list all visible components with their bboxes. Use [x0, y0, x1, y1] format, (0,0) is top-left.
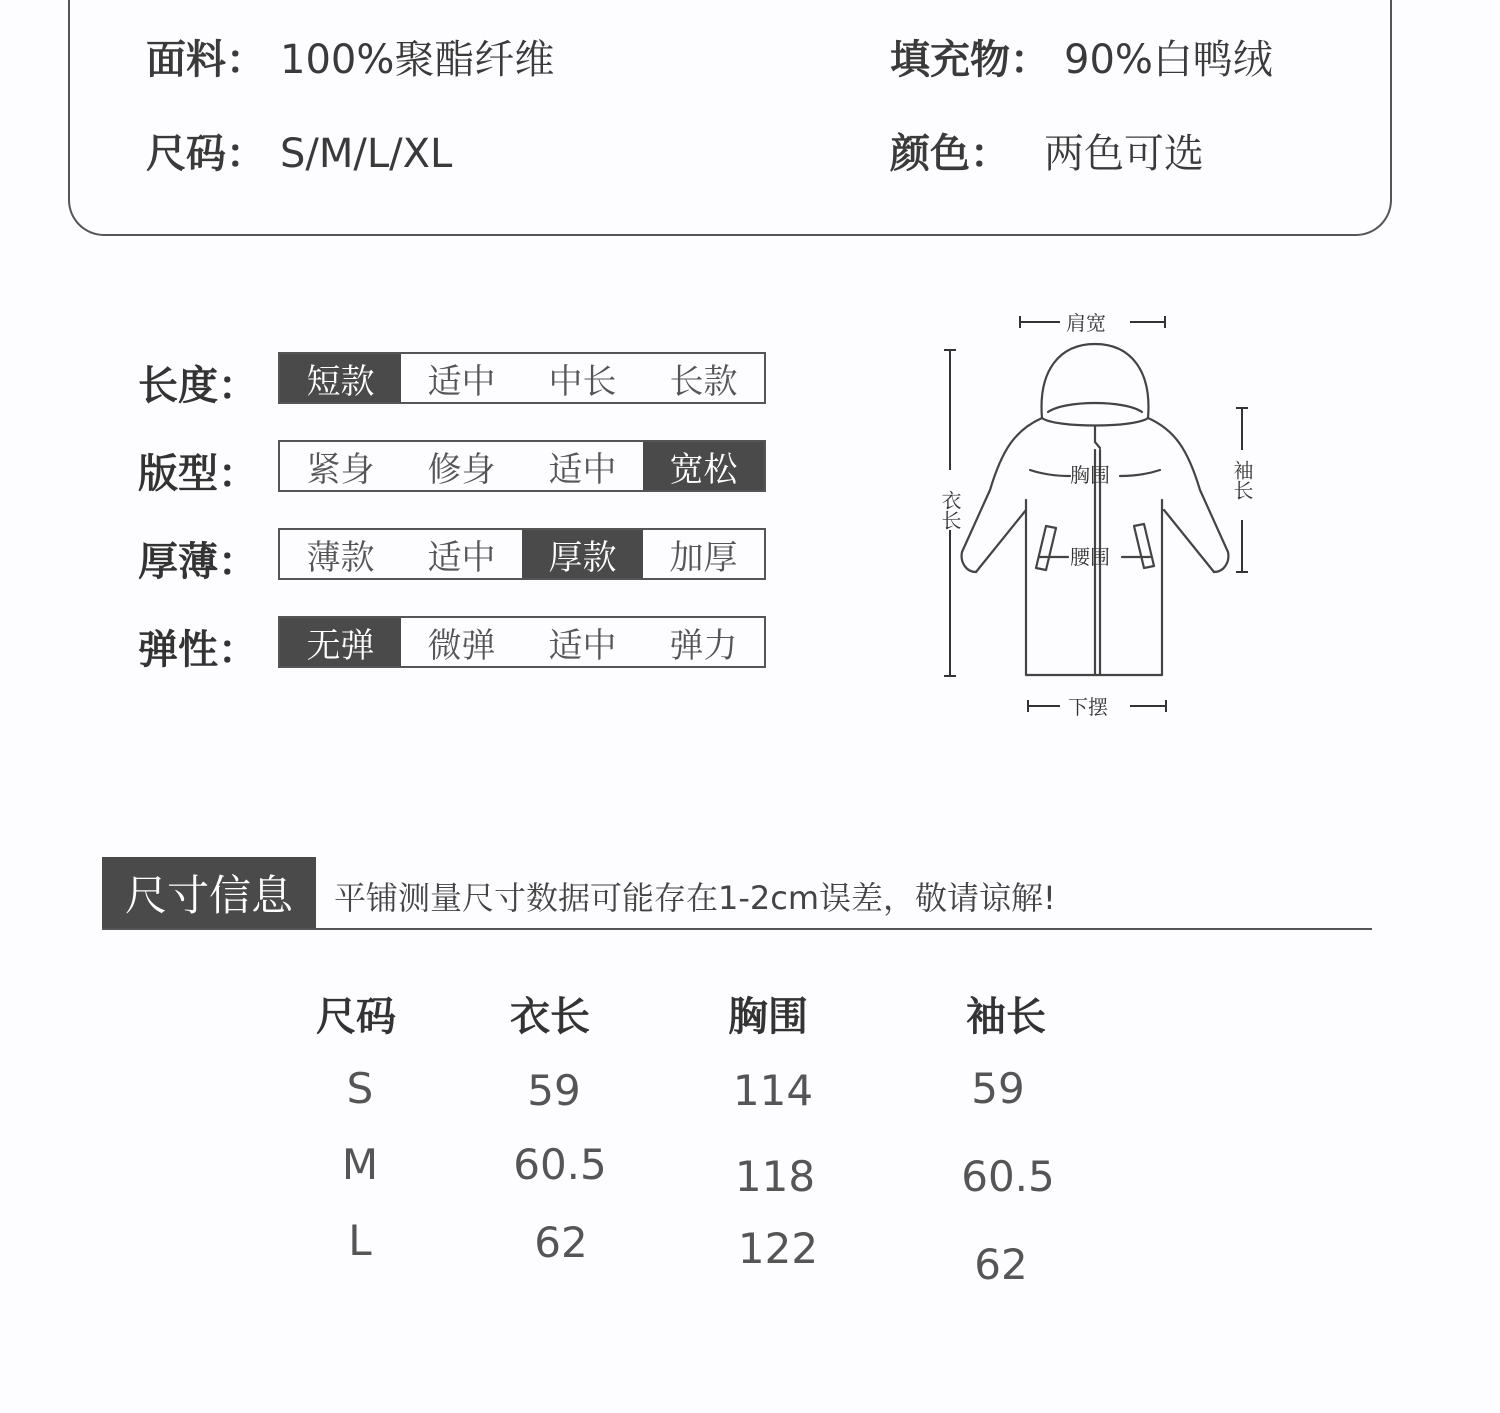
hem-label: 下摆 — [1068, 695, 1108, 719]
attr-length-option-2: 适中 — [427, 361, 496, 402]
table-header-length: 衣长 — [510, 994, 590, 1040]
table-header-chest: 胸围 — [728, 994, 808, 1040]
attr-length-option-3: 中长 — [548, 361, 617, 402]
coat-outline-icon — [920, 300, 1260, 730]
table-cell-m-length: 60.5 — [513, 1140, 607, 1189]
attr-fit-option-2: 修身 — [427, 449, 496, 490]
attr-thickness-option-3: 厚款 — [522, 530, 643, 578]
table-cell-s-size: S — [346, 1064, 374, 1113]
spec-size-label: 尺码： — [146, 131, 266, 177]
table-cell-s-chest: 114 — [732, 1066, 814, 1115]
attr-elasticity-option-2: 微弹 — [427, 625, 496, 666]
attr-thickness-option-1: 薄款 — [306, 537, 375, 578]
attr-elasticity-bar — [278, 616, 766, 668]
table-cell-l-length: 62 — [534, 1218, 588, 1267]
size-info-title: 尺寸信息 — [102, 857, 316, 929]
attr-elasticity-label: 弹性： — [138, 627, 258, 673]
spec-color-label: 颜色： — [890, 131, 1010, 177]
attr-length-bar — [278, 352, 766, 404]
attr-thickness-option-2: 适中 — [427, 537, 496, 578]
length-label: 衣长 — [938, 490, 962, 530]
spec-fabric-label: 面料： — [146, 37, 266, 83]
attr-length-option-4: 长款 — [669, 361, 738, 402]
attr-length-label: 长度： — [138, 363, 258, 409]
attr-thickness-label: 厚薄： — [138, 539, 258, 585]
table-header-sleeve: 袖长 — [966, 994, 1046, 1040]
attr-thickness-option-4: 加厚 — [669, 537, 738, 578]
spec-color — [890, 122, 1204, 179]
spec-fabric — [146, 28, 554, 85]
waist-label: 腰围 — [1070, 545, 1110, 569]
attr-fit-label: 版型： — [138, 451, 258, 497]
attr-thickness-bar — [278, 528, 766, 580]
spec-size — [146, 122, 452, 179]
spec-filling — [890, 28, 1273, 85]
attr-elasticity-option-1: 无弹 — [280, 618, 401, 666]
attr-fit-bar — [278, 440, 766, 492]
table-cell-m-chest: 118 — [734, 1152, 816, 1201]
attr-fit-option-1: 紧身 — [306, 449, 375, 490]
size-info-note: 平铺测量尺寸数据可能存在1-2cm误差，敬请谅解! — [334, 879, 1056, 917]
sleeve-label: 袖长 — [1230, 460, 1254, 500]
spec-fabric-value: 100%聚酯纤维 — [280, 37, 555, 83]
divider — [102, 928, 1372, 930]
attr-elasticity-option-3: 适中 — [548, 625, 617, 666]
table-cell-l-size: L — [348, 1216, 372, 1265]
table-cell-m-size: M — [341, 1140, 379, 1189]
attr-length-option-1: 短款 — [280, 354, 401, 402]
table-cell-l-chest: 122 — [737, 1224, 819, 1273]
table-cell-m-sleeve: 60.5 — [961, 1152, 1055, 1201]
shoulder-label: 肩宽 — [1066, 311, 1106, 335]
spec-filling-label: 填充物： — [890, 37, 1050, 83]
size-info-header — [102, 857, 1372, 931]
table-cell-s-length: 59 — [527, 1066, 581, 1115]
table-cell-l-sleeve: 62 — [974, 1240, 1028, 1289]
spec-size-value: S/M/L/XL — [280, 131, 453, 177]
attr-elasticity-option-4: 弹力 — [669, 625, 738, 666]
table-header-size: 尺码 — [316, 994, 396, 1040]
chest-label: 胸围 — [1070, 463, 1110, 487]
table-cell-s-sleeve: 59 — [971, 1064, 1025, 1113]
spec-color-value: 两色可选 — [1044, 131, 1204, 177]
attr-fit-option-4: 宽松 — [643, 442, 764, 490]
spec-filling-value: 90%白鸭绒 — [1064, 37, 1273, 83]
measurement-diagram — [920, 300, 1260, 730]
attr-fit-option-3: 适中 — [548, 449, 617, 490]
